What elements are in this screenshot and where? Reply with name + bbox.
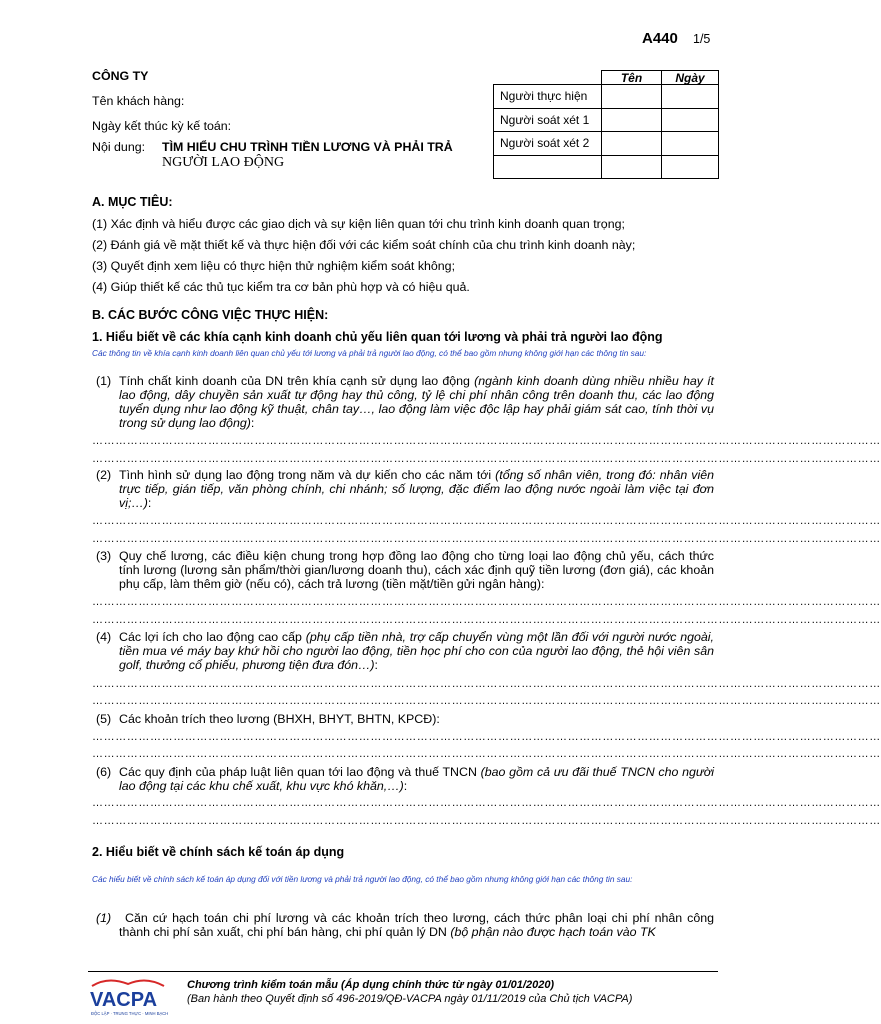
signoff-corner [494, 71, 602, 85]
list-item [92, 911, 714, 939]
preparer-name-cell[interactable] [602, 85, 662, 109]
item-text-italic: (phụ cấp tiền nhà, trợ cấp chuyển vùng một lần đối với người nước ngoài, tiền mua vé máy bay khứ hồi cho người lao động, tiền học phí cho con của người lao động, thẻ hội viên sân golf, thưởng cổ phiếu, phương tiện đưa đón…) [119, 630, 714, 672]
item-text-italic: (ngành kinh doanh dùng nhiều nhiều hay ít lao động, dây chuyền sản xuất tự động hay thủ công, tỷ lệ chi phí nhân công trên doanh thu, các lao động tuyển dụng như lao động kỹ thuật, chân tay…, lao động làm việc độc lập hay phải giám sát cao, tính thời vụ trong sử dụng lao động) [119, 374, 714, 430]
blank-date-cell[interactable] [662, 155, 719, 179]
logo-wordmark: VACPA [90, 989, 158, 1011]
item-text-italic: (bộ phận nào được hạch toán vào TK [450, 925, 656, 939]
answer-line[interactable]: …………………………………………………………………………………………………………………………………………………………………………………… [92, 435, 881, 447]
item-number: (6) [96, 765, 112, 779]
blank-name-cell[interactable] [602, 155, 662, 179]
vacpa-logo-icon [88, 978, 168, 1018]
item-number: (3) [96, 549, 112, 563]
item-number: (1) [96, 374, 112, 388]
item-text-italic: (tổng số nhân viên, trong đó: nhân viên trực tiếp, gián tiếp, văn phòng chính, chi nhánh; số lượng, đặc điểm lao động nước ngoài làm việc tại đơn vị;…) [119, 468, 714, 510]
objective-1: (1) Xác định và hiểu được các giao dịch và sự kiện liên quan tới chu trình kinh doanh quan trọng; [92, 217, 625, 231]
section-b-title: B. CÁC BƯỚC CÔNG VIỆC THỰC HIỆN: [92, 308, 329, 322]
item-text-end: : [403, 779, 408, 793]
list-item [92, 374, 714, 430]
subsection-2-note: Các hiểu biết về chính sách kế toán áp dụng đối với tiền lương và phải trả người lao động, có thể bao gồm nhưng không giới hạn các thông tin sau: [92, 874, 633, 884]
reviewer1-name-cell[interactable] [602, 108, 662, 132]
item-number: (2) [96, 468, 112, 482]
signoff-table [493, 70, 719, 179]
item-text: Căn cứ hạch toán chi phí lương và các khoản trích theo lương, cách thức phân loại chi phí nhân công thành chi phí sản xuất, chi phí bán hàng, chi phí quản lý DN [119, 911, 714, 939]
answer-line[interactable]: …………………………………………………………………………………………………………………………………………………………………………………… [92, 731, 881, 743]
item-text: Các khoản trích theo lương (BHXH, BHYT, BHTN, KPCĐ): [119, 712, 440, 726]
item-text: Các quy định của pháp luật liên quan tới lao động và thuế TNCN [119, 765, 481, 779]
form-code: A440 [642, 30, 678, 47]
row-blank [494, 155, 602, 179]
answer-line[interactable]: …………………………………………………………………………………………………………………………………………………………………………………… [92, 596, 881, 608]
answer-line[interactable]: …………………………………………………………………………………………………………………………………………………………………………………… [92, 453, 881, 465]
answer-line[interactable]: …………………………………………………………………………………………………………………………………………………………………………………… [92, 533, 881, 545]
logo-tagline: ĐỘC LẬP · TRUNG THỰC · MINH BẠCH [91, 1011, 169, 1016]
list-item [92, 765, 714, 793]
item-number: (1) [96, 911, 112, 925]
item-text-end: : [250, 416, 255, 430]
col-date-header: Ngày [662, 71, 719, 85]
preparer-date-cell[interactable] [662, 85, 719, 109]
item-text: Các lợi ích cho lao động cao cấp [119, 630, 306, 644]
footer-decision-line: (Ban hành theo Quyết định số 496-2019/QĐ-VACPA ngày 01/11/2019 của Chủ tịch VACPA) [187, 993, 633, 1005]
row-preparer: Người thực hiện [494, 85, 602, 109]
item-text-italic: (bao gồm cả ưu đãi thuế TNCN cho người lao động tại các khu chế xuất, khu vực khó khăn,…) [119, 765, 714, 793]
item-text: Quy chế lương, các điều kiện chung trong hợp đồng lao động cho từng loại lao động chủ yếu, cách thức tính lương (lương sản phẩm/thời gian/lương doanh thu), cách xác định quỹ tiền lương (đơn giá), các khoản phụ cấp, làm thêm giờ (nếu có), cách trả lương (tiền mặt/tiền gửi ngân hàng): [119, 549, 714, 591]
list-item [92, 630, 714, 672]
answer-line[interactable]: …………………………………………………………………………………………………………………………………………………………………………………… [92, 815, 881, 827]
footer-program-line: Chương trình kiểm toán mẫu (Áp dụng chính thức từ ngày 01/01/2020) [187, 979, 555, 991]
list-item [92, 468, 714, 510]
content-title-line2: NGƯỜI LAO ĐỘNG [162, 155, 285, 170]
subsection-2-title: 2. Hiểu biết về chính sách kế toán áp dụng [92, 845, 345, 859]
item-text: Tình hình sử dụng lao động trong năm và dự kiến cho các năm tới [119, 468, 496, 482]
item-number: (5) [96, 712, 112, 726]
page-number: 1/5 [693, 32, 711, 46]
reviewer2-date-cell[interactable] [662, 132, 719, 156]
objective-2: (2) Đánh giá về mặt thiết kế và thực hiện đối với các kiểm soát chính của chu trình kinh doanh này; [92, 238, 636, 252]
item-number: (4) [96, 630, 112, 644]
list-item [92, 549, 714, 591]
row-reviewer-1: Người soát xét 1 [494, 108, 602, 132]
answer-line[interactable]: …………………………………………………………………………………………………………………………………………………………………………………… [92, 614, 881, 626]
row-reviewer-2: Người soát xét 2 [494, 132, 602, 156]
answer-line[interactable]: …………………………………………………………………………………………………………………………………………………………………………………… [92, 748, 881, 760]
reviewer2-name-cell[interactable] [602, 132, 662, 156]
client-label: Tên khách hàng: [92, 94, 185, 108]
item-text-end: : [147, 496, 152, 510]
answer-line[interactable]: …………………………………………………………………………………………………………………………………………………………………………………… [92, 695, 881, 707]
objective-4: (4) Giúp thiết kế các thủ tục kiểm tra cơ bản phù hợp và có hiệu quả. [92, 280, 470, 294]
subsection-1-note: Các thông tin về khía cạnh kinh doanh liên quan chủ yếu tới lương và phải trả người lao động, có thể bao gồm nhưng không giới hạn các thông tin sau: [92, 348, 647, 358]
footer-divider [88, 971, 718, 972]
item-text: Tính chất kinh doanh của DN trên khía cạnh sử dụng lao động [119, 374, 475, 388]
content-label: Nội dung: [92, 140, 146, 154]
vacpa-logo [88, 978, 168, 1018]
company-label: CÔNG TY [92, 69, 149, 83]
list-item [92, 712, 714, 726]
item-text-end: : [374, 658, 378, 672]
period-label: Ngày kết thúc kỳ kế toán: [92, 119, 232, 133]
answer-line[interactable]: …………………………………………………………………………………………………………………………………………………………………………………… [92, 678, 881, 690]
col-name-header: Tên [602, 71, 662, 85]
content-title-line1: TÌM HIỂU CHU TRÌNH TIỀN LƯƠNG VÀ PHẢI TRẢ [162, 140, 453, 154]
objective-3: (3) Quyết định xem liệu có thực hiện thử nghiệm kiểm soát không; [92, 259, 456, 273]
answer-line[interactable]: …………………………………………………………………………………………………………………………………………………………………………………… [92, 515, 881, 527]
subsection-1-title: 1. Hiểu biết về các khía cạnh kinh doanh chủ yếu liên quan tới lương và phải trả người lao động [92, 330, 663, 344]
reviewer1-date-cell[interactable] [662, 108, 719, 132]
answer-line[interactable]: …………………………………………………………………………………………………………………………………………………………………………………… [92, 797, 881, 809]
section-a-title: A. MỤC TIÊU: [92, 195, 173, 209]
